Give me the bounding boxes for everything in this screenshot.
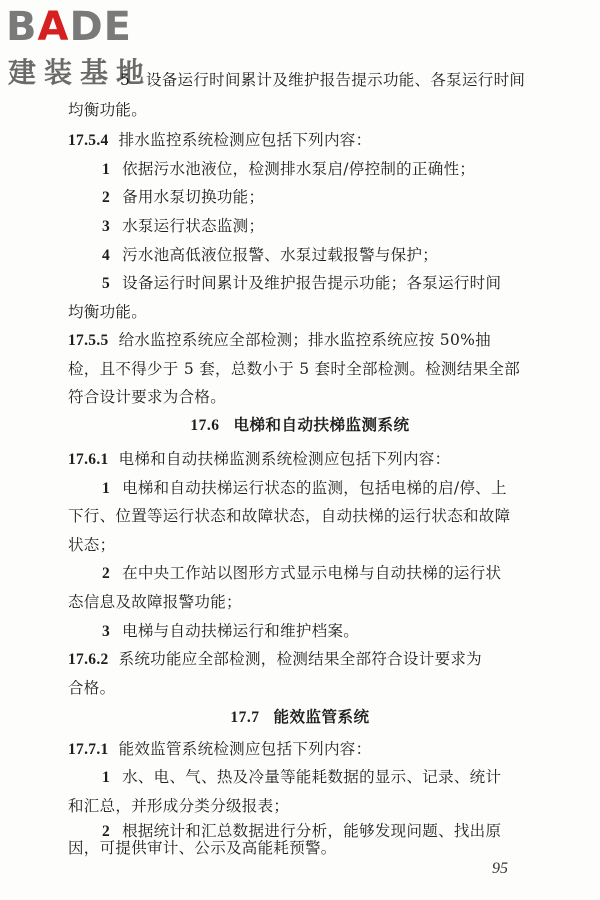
section-heading-17-6: 17.6 电梯和自动扶梯监测系统 xyxy=(190,416,410,435)
list-item: 1 依据污水池液位，检测排水泵启/停控制的正确性； xyxy=(102,159,476,178)
clause-17-7-1: 17.7.1 能效监管系统检测应包括下列内容： xyxy=(68,739,372,758)
clause-17-5-5: 17.5.5 给水监控系统应全部检测；排水监控系统应按 50%抽 xyxy=(68,331,491,350)
clause-17-5-4: 17.5.4 排水监控系统检测应包括下列内容： xyxy=(68,131,372,150)
clause-17-6-2: 17.6.2 系统功能应全部检测，检测结果全部符合设计要求为 xyxy=(68,650,482,669)
list-item: 2 在中央工作站以图形方式显示电梯与自动扶梯的运行状 xyxy=(102,564,502,583)
watermark-brand: BADE xyxy=(6,4,132,50)
list-item: 3 水泵运行状态监测； xyxy=(102,217,265,236)
text-line: 状态； xyxy=(68,536,116,555)
list-item: 1 水、电、气、热及冷量等能耗数据的显示、记录、统计 xyxy=(102,768,502,787)
watermark-subtitle: 建装基地 xyxy=(8,56,153,89)
list-item: 5 设备运行时间累计及维护报告提示功能；各泵运行时间 xyxy=(102,273,502,292)
text-line: 均衡功能。 xyxy=(68,101,148,120)
list-item: 2 备用水泵切换功能； xyxy=(102,188,265,206)
text-line: 检，且不得少于 5 套，总数小于 5 套时全部检测。检测结果全部 xyxy=(68,359,521,378)
text-line: 符合设计要求为合格。 xyxy=(68,388,227,406)
list-item: 2 根据统计和汇总数据进行分析，能够发现问题、找出原 xyxy=(102,822,502,840)
list-item: 3 电梯与自动扶梯运行和维护档案。 xyxy=(102,622,360,640)
text-line: 合格。 xyxy=(68,678,116,697)
text-line: 均衡功能。 xyxy=(68,303,148,322)
text-line: 和汇总，并形成分类分级报表； xyxy=(68,796,290,815)
list-item: 4 污水池高低液位报警、水泵过载报警与保护； xyxy=(102,245,439,264)
page-number: 95 xyxy=(492,860,508,877)
text-line: 下行、位置等运行状态和故障状态，自动扶梯的运行状态和故障 xyxy=(68,506,511,525)
text-line: 因，可提供审计、公示及高能耗预警。 xyxy=(68,839,337,857)
clause-17-6-1: 17.6.1 电梯和自动扶梯监测系统检测应包括下列内容： xyxy=(68,450,451,469)
text-line: 态信息及故障报警功能； xyxy=(68,592,242,611)
section-heading-17-7: 17.7 能效监管系统 xyxy=(230,707,370,726)
list-item: 1 电梯和自动扶梯运行状态的监测，包括电梯的启/停、上 xyxy=(102,478,507,497)
text-line: 5 设备运行时间累计及维护报告提示功能、各泵运行时间 xyxy=(120,71,526,89)
